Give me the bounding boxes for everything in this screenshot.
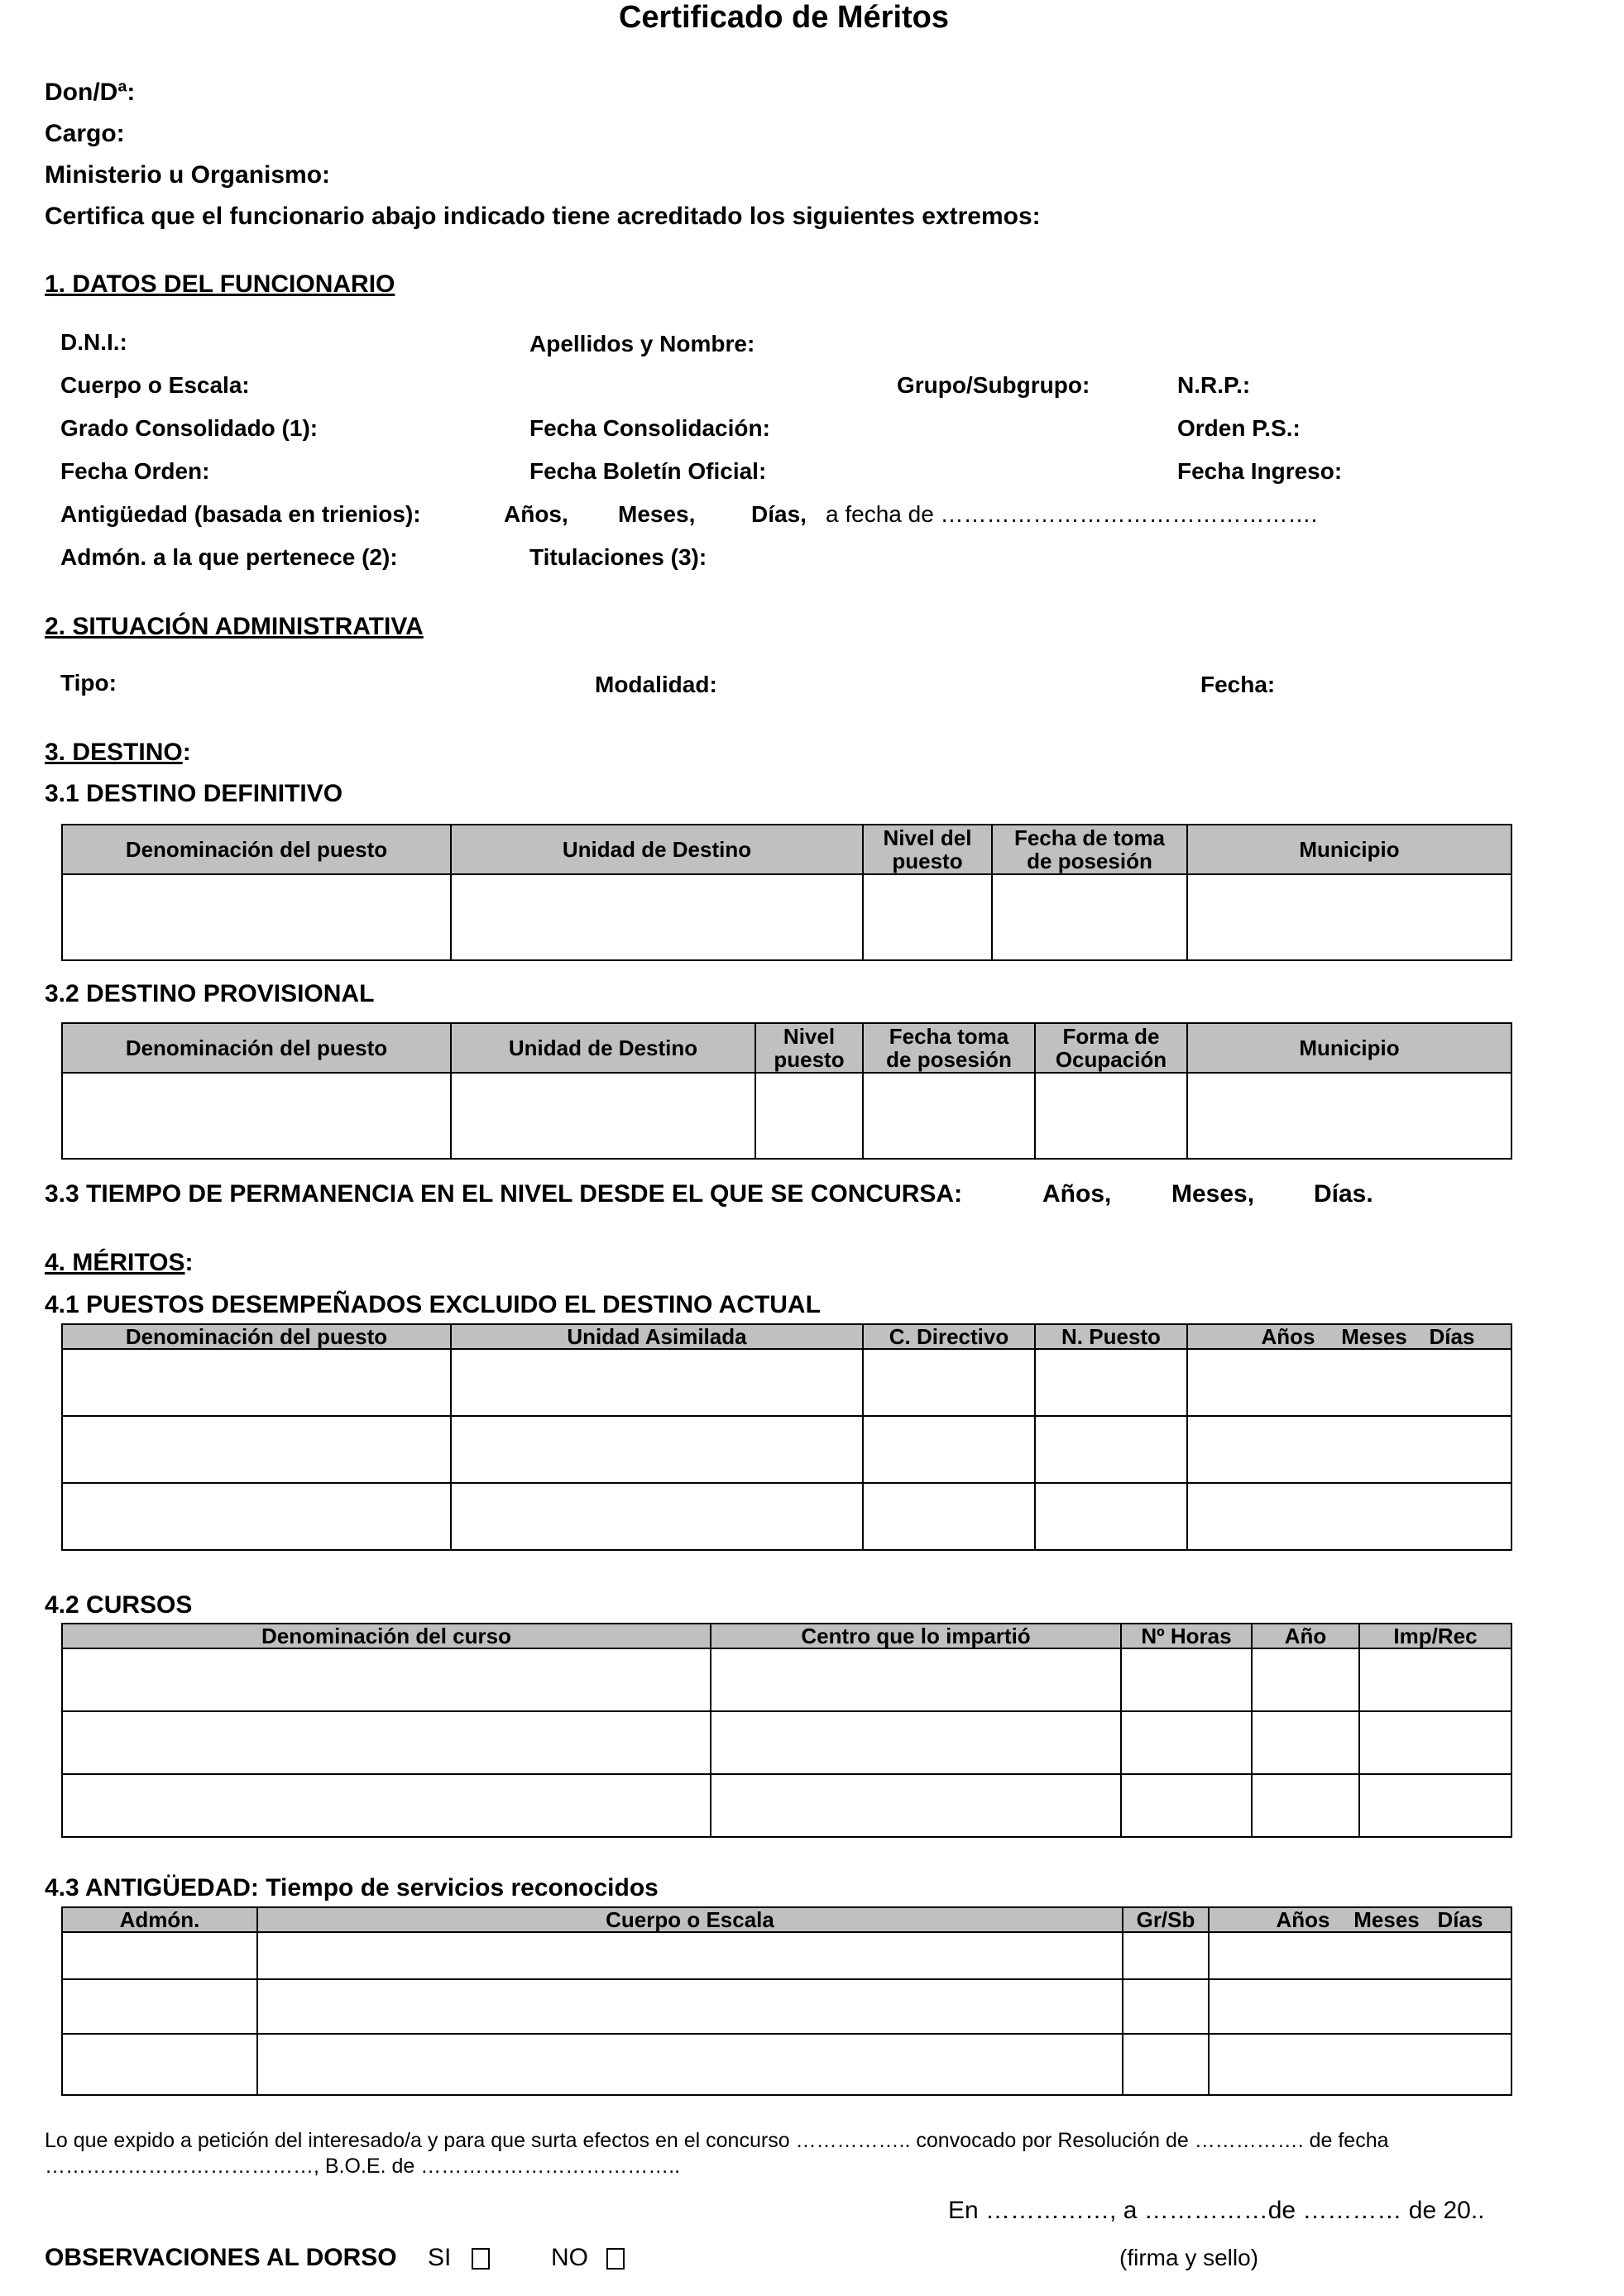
table-row xyxy=(62,1979,1511,2034)
section-4-1-heading: 4.1 PUESTOS DESEMPEÑADOS EXCLUIDO EL DESTINO ACTUAL xyxy=(45,1291,821,1318)
header-municipio: Municipio xyxy=(1187,1023,1511,1073)
si-checkbox[interactable] xyxy=(472,2248,490,2270)
label-modalidad: Modalidad: xyxy=(595,672,717,697)
label-fecha-ingreso: Fecha Ingreso: xyxy=(1177,458,1343,484)
label-dni: D.N.I.: xyxy=(60,329,127,355)
header-unidad-asimilada: Unidad Asimilada xyxy=(451,1324,863,1349)
header-horas: Nº Horas xyxy=(1121,1624,1252,1648)
label-admon: Admón. a la que pertenece (2): xyxy=(60,544,398,570)
header-meses: Meses xyxy=(1341,1324,1407,1349)
option-no-label: NO xyxy=(551,2244,588,2271)
table-row xyxy=(62,1711,1511,1774)
table-row xyxy=(62,1774,1511,1837)
antiguedad-table xyxy=(61,1906,1512,2096)
table-row xyxy=(62,1349,1511,1416)
header-admon: Admón. xyxy=(62,1907,257,1932)
label-fecha-boletin: Fecha Boletín Oficial: xyxy=(529,458,767,484)
option-no[interactable] xyxy=(551,2244,625,2272)
header-unidad: Unidad de Destino xyxy=(451,1023,755,1073)
header-imp-rec: Imp/Rec xyxy=(1359,1624,1511,1648)
header-anos: Años xyxy=(1276,1907,1330,1932)
header-municipio: Municipio xyxy=(1187,825,1511,874)
header-tiempo xyxy=(1209,1907,1511,1932)
label-a-fecha: a fecha de …………………………………………. xyxy=(826,501,1318,527)
header-dias: Días xyxy=(1429,1324,1475,1349)
option-si-label: SI xyxy=(428,2244,452,2271)
header-denominacion: Denominación del puesto xyxy=(62,1324,451,1349)
header-dias: Días xyxy=(1437,1907,1483,1932)
no-checkbox[interactable] xyxy=(606,2248,625,2270)
header-cuerpo-escala: Cuerpo o Escala xyxy=(257,1907,1123,1932)
section-3-1-heading: 3.1 DESTINO DEFINITIVO xyxy=(45,780,343,807)
label-3-3-anos: Años, xyxy=(1042,1180,1112,1208)
expido-paragraph-line2: …………………………………, B.O.E. de ……………………………….. xyxy=(45,2155,681,2178)
destino-provisional-table xyxy=(61,1022,1512,1160)
label-tipo: Tipo: xyxy=(60,670,117,696)
table-row xyxy=(62,1483,1511,1550)
label-dias: Días, xyxy=(751,501,807,527)
label-anos: Años, xyxy=(504,501,568,527)
label-nrp: N.R.P.: xyxy=(1177,372,1251,398)
firma-sello: (firma y sello) xyxy=(1119,2245,1259,2270)
label-orden-ps: Orden P.S.: xyxy=(1177,415,1301,441)
label-3-3-dias: Días. xyxy=(1314,1180,1373,1208)
table-row xyxy=(62,1073,1511,1159)
header-denominacion-curso: Denominación del curso xyxy=(62,1624,711,1648)
table-row xyxy=(62,2034,1511,2095)
section-3-2-heading: 3.2 DESTINO PROVISIONAL xyxy=(45,980,375,1007)
page-title: Certificado de Méritos xyxy=(618,0,950,35)
section-4-3-heading: 4.3 ANTIGÜEDAD: Tiempo de servicios reconocidos xyxy=(45,1874,659,1901)
label-apellidos: Apellidos y Nombre: xyxy=(529,331,755,356)
label-titulaciones: Titulaciones (3): xyxy=(529,544,707,570)
section-3-heading: 3. DESTINO: xyxy=(45,739,191,766)
header-gr-sb: Gr/Sb xyxy=(1123,1907,1209,1932)
section-2-heading: 2. SITUACIÓN ADMINISTRATIVA xyxy=(45,613,424,640)
header-denominacion: Denominación del puesto xyxy=(62,1023,451,1073)
header-denominacion: Denominación del puesto xyxy=(62,825,451,874)
table-row xyxy=(62,1648,1511,1711)
header-fecha-toma: Fecha de toma de posesión xyxy=(992,825,1187,874)
header-centro: Centro que lo impartió xyxy=(711,1624,1121,1648)
section-4-2-heading: 4.2 CURSOS xyxy=(45,1591,193,1619)
cursos-table xyxy=(61,1623,1512,1838)
header-meses: Meses xyxy=(1353,1907,1420,1932)
observaciones-label: OBSERVACIONES AL DORSO xyxy=(45,2244,397,2271)
label-fecha: Fecha: xyxy=(1200,672,1276,697)
section-1-heading: 1. DATOS DEL FUNCIONARIO xyxy=(45,270,395,298)
label-cuerpo: Cuerpo o Escala: xyxy=(60,372,250,398)
label-grado: Grado Consolidado (1): xyxy=(60,415,319,441)
label-meses: Meses, xyxy=(618,501,696,527)
section-3-3-heading: 3.3 TIEMPO DE PERMANENCIA EN EL NIVEL DESDE EL QUE SE CONCURSA: xyxy=(45,1180,963,1208)
header-forma-ocupacion: Forma de Ocupación xyxy=(1035,1023,1187,1073)
label-grupo: Grupo/Subgrupo: xyxy=(897,372,1090,398)
header-fecha-toma: Fecha toma de posesión xyxy=(863,1023,1035,1073)
header-n-puesto: N. Puesto xyxy=(1035,1324,1187,1349)
place-date-line: En ……………, a ……………de ………… de 20.. xyxy=(948,2197,1485,2224)
puestos-desempenados-table xyxy=(61,1323,1512,1551)
table-row xyxy=(62,1416,1511,1483)
field-cargo: Cargo: xyxy=(45,120,125,147)
header-nivel: Nivel puesto xyxy=(755,1023,863,1073)
header-unidad: Unidad de Destino xyxy=(451,825,863,874)
option-si[interactable] xyxy=(428,2244,490,2272)
destino-definitivo-table xyxy=(61,824,1512,961)
header-nivel: Nivel del puesto xyxy=(863,825,992,874)
header-tiempo xyxy=(1187,1324,1511,1349)
table-row xyxy=(62,874,1511,960)
certifica-statement: Certifica que el funcionario abajo indicado tiene acreditado los siguientes extremos: xyxy=(45,203,1041,230)
header-c-directivo: C. Directivo xyxy=(863,1324,1035,1349)
field-ministerio: Ministerio u Organismo: xyxy=(45,161,331,189)
table-row xyxy=(62,1932,1511,1979)
expido-paragraph-line1: Lo que expido a petición del interesado/a y para que surta efectos en el concurso …………….. convocado por Resolución de ……………. de fecha xyxy=(45,2129,1389,2152)
header-ano: Año xyxy=(1252,1624,1359,1648)
label-fecha-orden: Fecha Orden: xyxy=(60,458,210,484)
label-3-3-meses: Meses, xyxy=(1171,1180,1255,1208)
header-anos: Años xyxy=(1261,1324,1315,1349)
label-antiguedad: Antigüedad (basada en trienios): xyxy=(60,501,421,527)
section-4-heading: 4. MÉRITOS: xyxy=(45,1249,194,1276)
field-don: Don/Dª: xyxy=(45,79,136,106)
label-fecha-consolidacion: Fecha Consolidación: xyxy=(529,415,770,441)
